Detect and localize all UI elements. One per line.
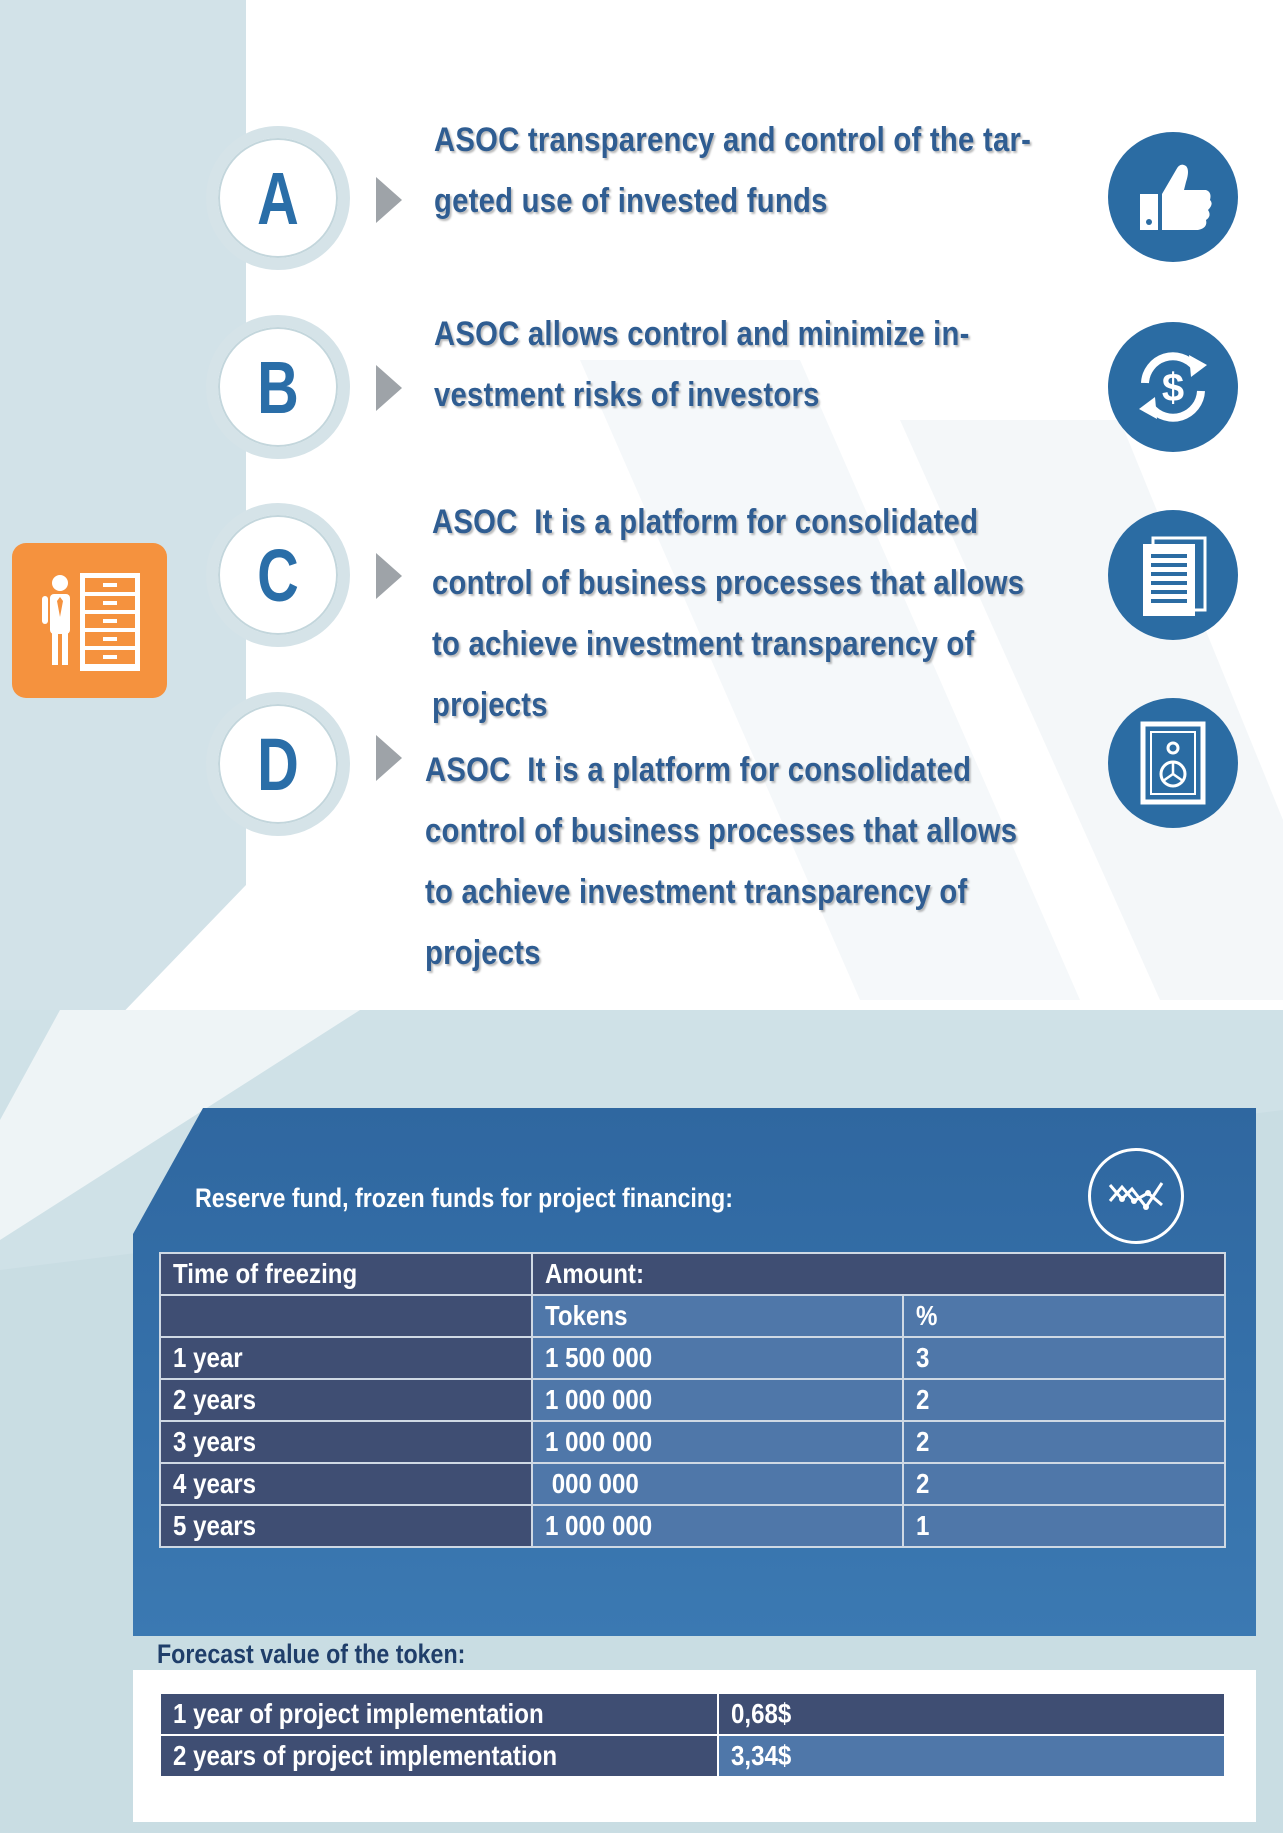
table-row: 2 years of project implementation 3,34$	[160, 1735, 1225, 1777]
feature-text-a: ASOC transparency and control of the tar- geted use of invested funds	[434, 121, 1032, 220]
letter-badge-a	[206, 126, 350, 270]
table-row: 4 years 000 000 2	[160, 1463, 1225, 1505]
filing-cabinet-card	[12, 543, 167, 698]
chart-line-icon	[1088, 1148, 1184, 1244]
reserve-fund-table	[159, 1252, 1226, 1548]
dollar-cycle-icon	[1108, 322, 1238, 452]
feature-text-b: ASOC allows control and minimize in- vestment risks of investors	[434, 315, 970, 414]
header-percent: %	[903, 1295, 1225, 1337]
letter-d: D	[257, 722, 299, 806]
table-row: 1 year 1 500 000 3	[160, 1337, 1225, 1379]
header-amount: Amount:	[532, 1253, 1225, 1295]
table-row: 5 years 1 000 000 1	[160, 1505, 1225, 1547]
feature-text-d: ASOC It is a platform for consolidated control of business processes that allows to achieve investment transparency of projects	[425, 751, 1018, 972]
arrow-b-icon	[376, 365, 402, 411]
person-cabinet-icon	[30, 561, 150, 681]
letter-badge-b	[206, 315, 350, 459]
table-subheader-row	[160, 1295, 1225, 1337]
arrow-c-icon	[376, 553, 402, 599]
thumbs-up-icon	[1108, 132, 1238, 262]
header-tokens: Tokens	[532, 1295, 903, 1337]
letter-c: C	[257, 533, 299, 617]
table-row: 2 years 1 000 000 2	[160, 1379, 1225, 1421]
feature-text-c: ASOC It is a platform for consolidated control of business processes that allows to achieve investment transparency of projects	[432, 503, 1025, 724]
forecast-table	[159, 1692, 1226, 1778]
forecast-title: Forecast value of the token:	[157, 1639, 466, 1669]
table-header-row	[160, 1253, 1225, 1295]
svg-text:$: $	[1161, 366, 1185, 410]
header-time-of-freezing: Time of freezing	[160, 1253, 532, 1295]
table-row: 3 years 1 000 000 2	[160, 1421, 1225, 1463]
document-icon	[1108, 510, 1238, 640]
letter-badge-c	[206, 503, 350, 647]
letter-a: A	[257, 156, 299, 240]
letter-b: B	[257, 345, 299, 429]
safe-icon	[1108, 698, 1238, 828]
letter-badge-d	[206, 692, 350, 836]
reserve-fund-title: Reserve fund, frozen funds for project financing:	[195, 1183, 733, 1213]
arrow-d-icon	[376, 735, 402, 781]
table-row: 1 year of project implementation 0,68$	[160, 1693, 1225, 1735]
arrow-a-icon	[376, 177, 402, 223]
